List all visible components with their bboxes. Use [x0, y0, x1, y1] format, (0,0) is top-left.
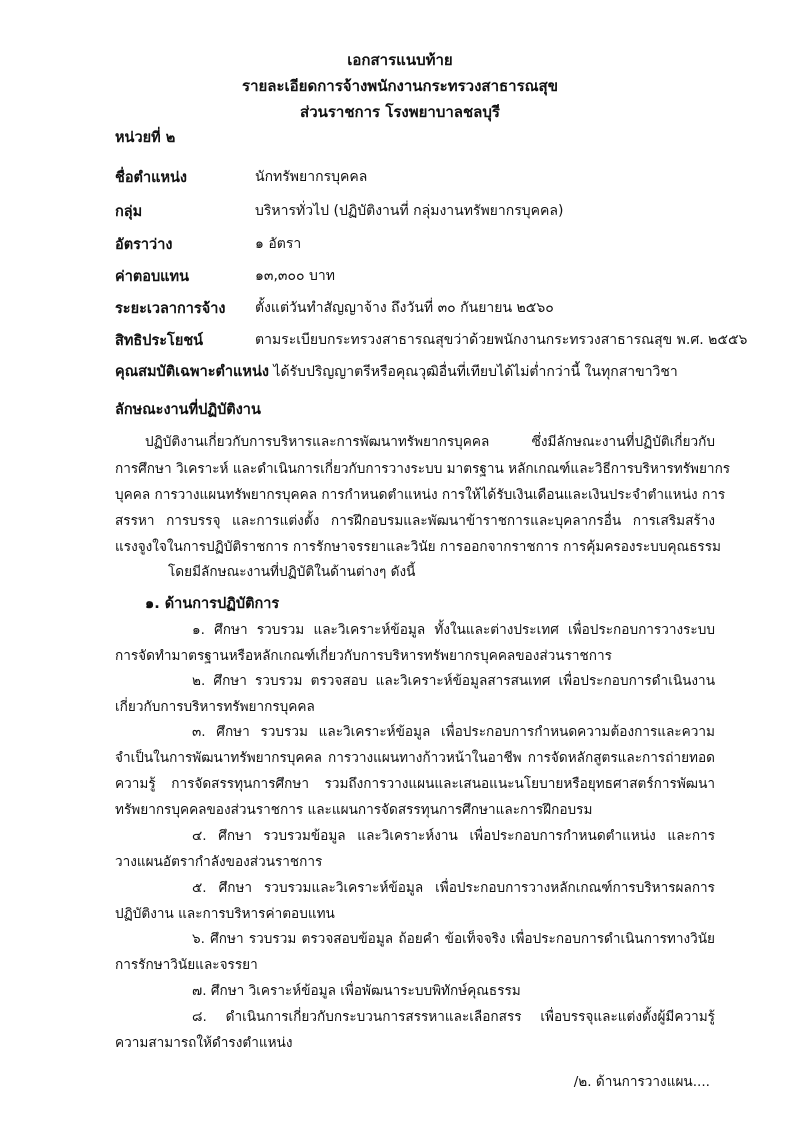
field-value: ตามระเบียบกระทรวงสาธารณสุขว่าด้วยพนักงานกระทรวงสาธารณสุข พ.ศ. ๒๕๕๖ [255, 332, 748, 348]
field-value: นักทรัพยากรบุคคล [255, 169, 368, 185]
field-label: ชื่อตำแหน่ง [115, 170, 188, 186]
list-item-continuation: เกี่ยวกับการบริหารทรัพยากรบุคคล [115, 699, 315, 715]
qualification-label: คุณสมบัติเฉพาะตำแหน่ง [115, 364, 269, 380]
field-label: ค่าตอบแทน [115, 269, 189, 285]
list-item-continuation: จำเป็นในการพัฒนาทรัพยากรบุคคล การวางแผนทางก้าวหน้าในอาชีพ การจัดหลักสูตรและการถ่ายทอด [115, 750, 715, 766]
paragraph-line: การศึกษา วิเคราะห์ และดำเนินการเกี่ยวกับการวางระบบ มาตรฐาน หลักเกณฑ์และวิธีการบริหารทรัพยากร [115, 461, 731, 477]
qualification-row [115, 360, 678, 383]
field-label: ระยะเวลาการจ้าง [115, 301, 226, 317]
duties-heading: ลักษณะงานที่ปฏิบัติงาน [115, 402, 261, 418]
list-item-continuation: ความสามารถให้ดำรงตำแหน่ง [115, 1035, 293, 1051]
list-item-continuation: ปฏิบัติงาน และการบริหารค่าตอบแทน [115, 906, 335, 922]
list-item-continuation: การจัดทำมาตรฐานหรือหลักเกณฑ์เกี่ยวกับการบริหารทรัพยากรบุคคลของส่วนราชการ [115, 648, 612, 664]
paragraph-line: ปฏิบัติงานเกี่ยวกับการบริหารและการพัฒนาทรัพยากรบุคคล ซึ่งมีลักษณะงานที่ปฏิบัติเกี่ยวกับ [145, 434, 715, 450]
paragraph-line: สรรหา การบรรจุ และการแต่งตั้ง การฝึกอบรมและพัฒนาข้าราชการและบุคลากรอื่น การเสริมสร้าง [115, 513, 715, 529]
areas-intro: โดยมีลักษณะงานที่ปฏิบัติในด้านต่างๆ ดังนี้ [168, 564, 416, 580]
document-title: เอกสารแนบท้าย [347, 51, 453, 69]
field-label: กลุ่ม [115, 204, 143, 220]
list-item: ๒. ศึกษา รวบรวม ตรวจสอบ และวิเคราะห์ข้อมูลสารสนเทศ เพื่อประกอบการดำเนินงาน [192, 673, 715, 689]
field-value: บริหารทั่วไป (ปฏิบัติงานที่ กลุ่มงานทรัพยากรบุคคล) [255, 203, 564, 219]
field-value: ตั้งแต่วันทำสัญญาจ้าง ถึงวันที่ ๓๐ กันยายน ๒๕๖๐ [255, 300, 554, 316]
field-value: ๑ อัตรา [255, 236, 302, 252]
field-value: ๑๓,๓๐๐ บาท [255, 268, 335, 284]
list-item: ๗. ศึกษา วิเคราะห์ข้อมูล เพื่อพัฒนาระบบพิทักษ์คุณธรรม [192, 983, 521, 999]
unit-number: หน่วยที่ ๒ [115, 130, 176, 146]
agency-name: ส่วนราชการ โรงพยาบาลชลบุรี [300, 103, 500, 121]
list-item: ๔. ศึกษา รวบรวมข้อมูล และวิเคราะห์งาน เพื่อประกอบการกำหนดตำแหน่ง และการ [192, 828, 715, 844]
paragraph-line: แรงจูงใจในการปฏิบัติราชการ การรักษาจรรยาและวินัย การออกจากราชการ การคุ้มครองระบบคุณธรรม [115, 539, 721, 555]
section-heading: ๑. ด้านการปฏิบัติการ [145, 596, 280, 612]
list-item-continuation: วางแผนอัตรากำลังของส่วนราชการ [115, 854, 323, 870]
list-item: ๓. ศึกษา รวบรวม และวิเคราะห์ข้อมูล เพื่อประกอบการกำหนดความต้องการและความ [192, 724, 715, 740]
field-label: อัตราว่าง [115, 237, 173, 253]
list-item: ๖. ศึกษา รวบรวม ตรวจสอบข้อมูล ถ้อยคำ ข้อเท็จจริง เพื่อประกอบการดำเนินการทางวินัย [192, 931, 715, 947]
list-item: ๕. ศึกษา รวบรวมและวิเคราะห์ข้อมูล เพื่อประกอบการวางหลักเกณฑ์การบริหารผลการ [192, 880, 715, 896]
list-item-continuation: ความรู้ การจัดสรรทุนการศึกษา รวมถึงการวางแผนและเสนอแนะนโยบายหรือยุทธศาสตร์การพัฒนา [115, 776, 715, 792]
paragraph-line: บุคคล การวางแผนทรัพยากรบุคคล การกำหนดตำแหน่ง การให้ได้รับเงินเดือนและเงินประจำตำแหน่ง การ [115, 487, 726, 503]
list-item-continuation: ทรัพยากรบุคคลของส่วนราชการ และแผนการจัดสรรทุนการศึกษาและการฝึกอบรม [115, 802, 593, 818]
list-item: ๘. ดำเนินการเกี่ยวกับกระบวนการสรรหาและเลือกสรร เพื่อบรรจุและแต่งตั้งผู้มีความรู้ [192, 1009, 715, 1025]
document-subtitle: รายละเอียดการจ้างพนักงานกระทรวงสาธารณสุข [242, 77, 558, 95]
list-item: ๑. ศึกษา รวบรวม และวิเคราะห์ข้อมูล ทั้งในและต่างประเทศ เพื่อประกอบการวางระบบ [192, 622, 715, 638]
list-item-continuation: การรักษาวินัยและจรรยา [115, 957, 258, 973]
field-label: สิทธิประโยชน์ [115, 333, 204, 349]
continuation-note: /๒. ด้านการวางแผน.... [573, 1074, 710, 1090]
qualification-value: ได้รับปริญญาตรีหรือคุณวุฒิอื่นที่เทียบได้ไม่ต่ำกว่านี้ ในทุกสาขาวิชา [273, 364, 678, 380]
